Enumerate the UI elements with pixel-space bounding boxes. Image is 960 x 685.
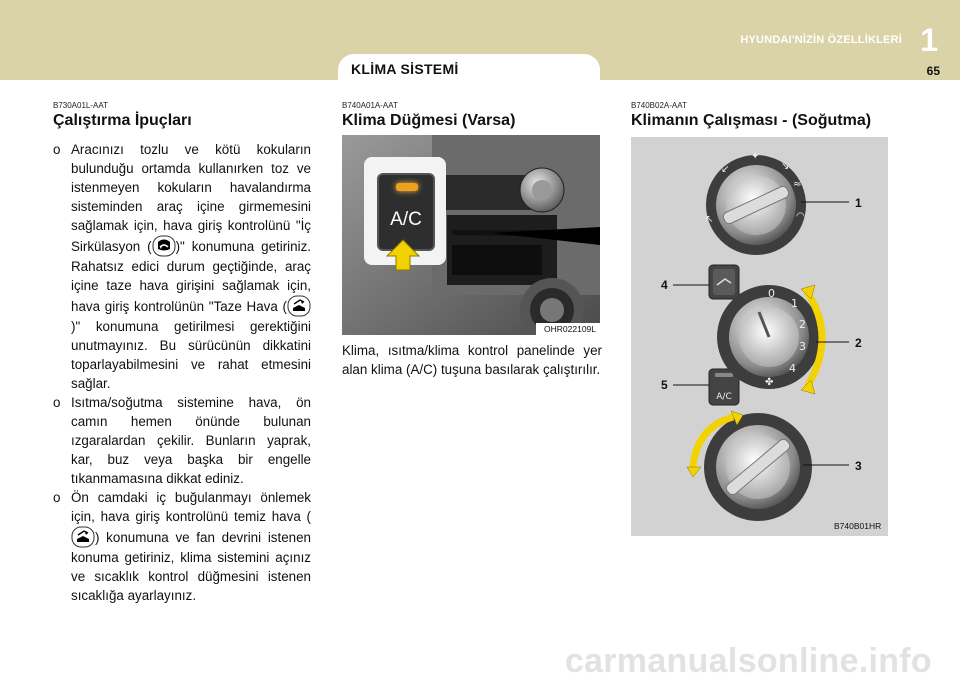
fan-mark: 1 [791,297,798,310]
bullet-text: )" konumuna getirilmesi gerektiğini unutmayınız. Bu sürücünün dikkatini toparlayabilmesini ve rahat etmesini sağlar. [71,319,311,391]
callout-2: 2 [855,336,862,350]
col3-code: B740B02A-AAT [631,101,687,110]
svg-text:◠: ◠ [796,211,805,222]
bullet-text: Isıtma/soğutma sistemine hava, ön camın hemen önünde bulunan ızgaralardan çekilir. Bunların yaprak, kar, buz veya başka bir engelle tıkanmamasına dikkat ediniz. [71,395,311,486]
recirculation-icon [152,235,176,257]
bullet-text: Ön camdaki iç buğulanmayı önlemek için, hava giriş kontrolünü temiz hava ( [71,490,311,524]
callout-5: 5 [661,378,668,392]
ac-button-label: A/C [390,209,422,230]
running-title: HYUNDAI'NİZİN ÖZELLİKLERİ [740,34,902,46]
ac-button-figure [342,135,600,335]
bullet-marker: o [53,490,61,505]
col3-heading: Klimanın Çalışması - (Soğutma) [631,112,872,129]
bullet-text: Aracınızı tozlu ve kötü kokuların bulunduğu ortamda kullanırken toz ve istenmeyen kokuların havalandırma sisteminden araç içine girmemesini sağlamak için, hava giriş kontrolünü "İç Sirkülasyon ( [71,142,311,254]
col2-body: Klima, ısıtma/klima kontrol panelinde yer alan klima (A/C) tuşuna basılarak çalıştırılır. [342,343,602,377]
fan-mark: 3 [799,340,806,353]
fan-mark: 4 [789,362,796,375]
section-title: KLİMA SİSTEMİ [351,61,459,77]
watermark: carmanualsonline.info [564,642,932,680]
callout-4: 4 [661,278,668,292]
svg-text:≈: ≈ [793,179,802,190]
control-panel-figure [631,137,888,536]
page-number: 65 [926,64,940,78]
svg-text:↘: ↘ [781,161,790,172]
fan-speed-dial[interactable] [717,285,821,389]
list-item [53,488,311,605]
bullet-text: )" konumuna getiriniz. Rahatsız edici durum geçtiğinde, araç içine taze hava girişini sağlamak için, hava giriş kontrolünün "Taze Hava ( [71,239,311,314]
col2-code: B740A01A-AAT [342,101,398,110]
fan-mark: 2 [799,318,806,331]
bullet-marker: o [53,142,61,157]
bullet-marker: o [53,395,61,410]
figure-label-box [536,323,600,335]
callout-1: 1 [855,196,862,210]
ac-indicator-light [396,183,418,191]
svg-text:↖: ↖ [705,214,714,225]
recirculation-button[interactable] [709,265,739,299]
fresh-air-icon [287,295,311,317]
col1-code: B730A01L-AAT [53,101,108,110]
svg-text:↙: ↙ [721,164,730,175]
callout-3: 3 [855,459,862,473]
chapter-number: 1 [920,22,938,58]
svg-text:✦: ✦ [751,151,760,162]
fresh-air-icon [71,526,95,548]
col1-heading: Çalıştırma İpuçları [53,112,192,129]
svg-text:✤: ✤ [765,377,774,388]
list-item [53,393,311,488]
list-item [53,140,311,393]
col2-heading: Klima Düğmesi (Varsa) [342,112,516,129]
figure-code: B740B01HR [834,521,882,531]
bullet-text: ) konumuna ve fan devrini istenen konuma getiriniz, klima sistemini açınız ve sıcaklık kontrol düğmesini istenen sıcaklığa ayarlayınız. [71,530,311,603]
figure-code: OHR022109L [544,324,596,334]
mode-dial[interactable] [705,151,806,255]
tips-list [53,140,311,605]
fan-mark: 0 [768,287,775,300]
temperature-dial[interactable] [704,413,812,521]
ac-button-label: A/C [716,392,732,402]
control-panel-diagram [631,137,888,536]
up-arrow-icon [386,239,420,271]
